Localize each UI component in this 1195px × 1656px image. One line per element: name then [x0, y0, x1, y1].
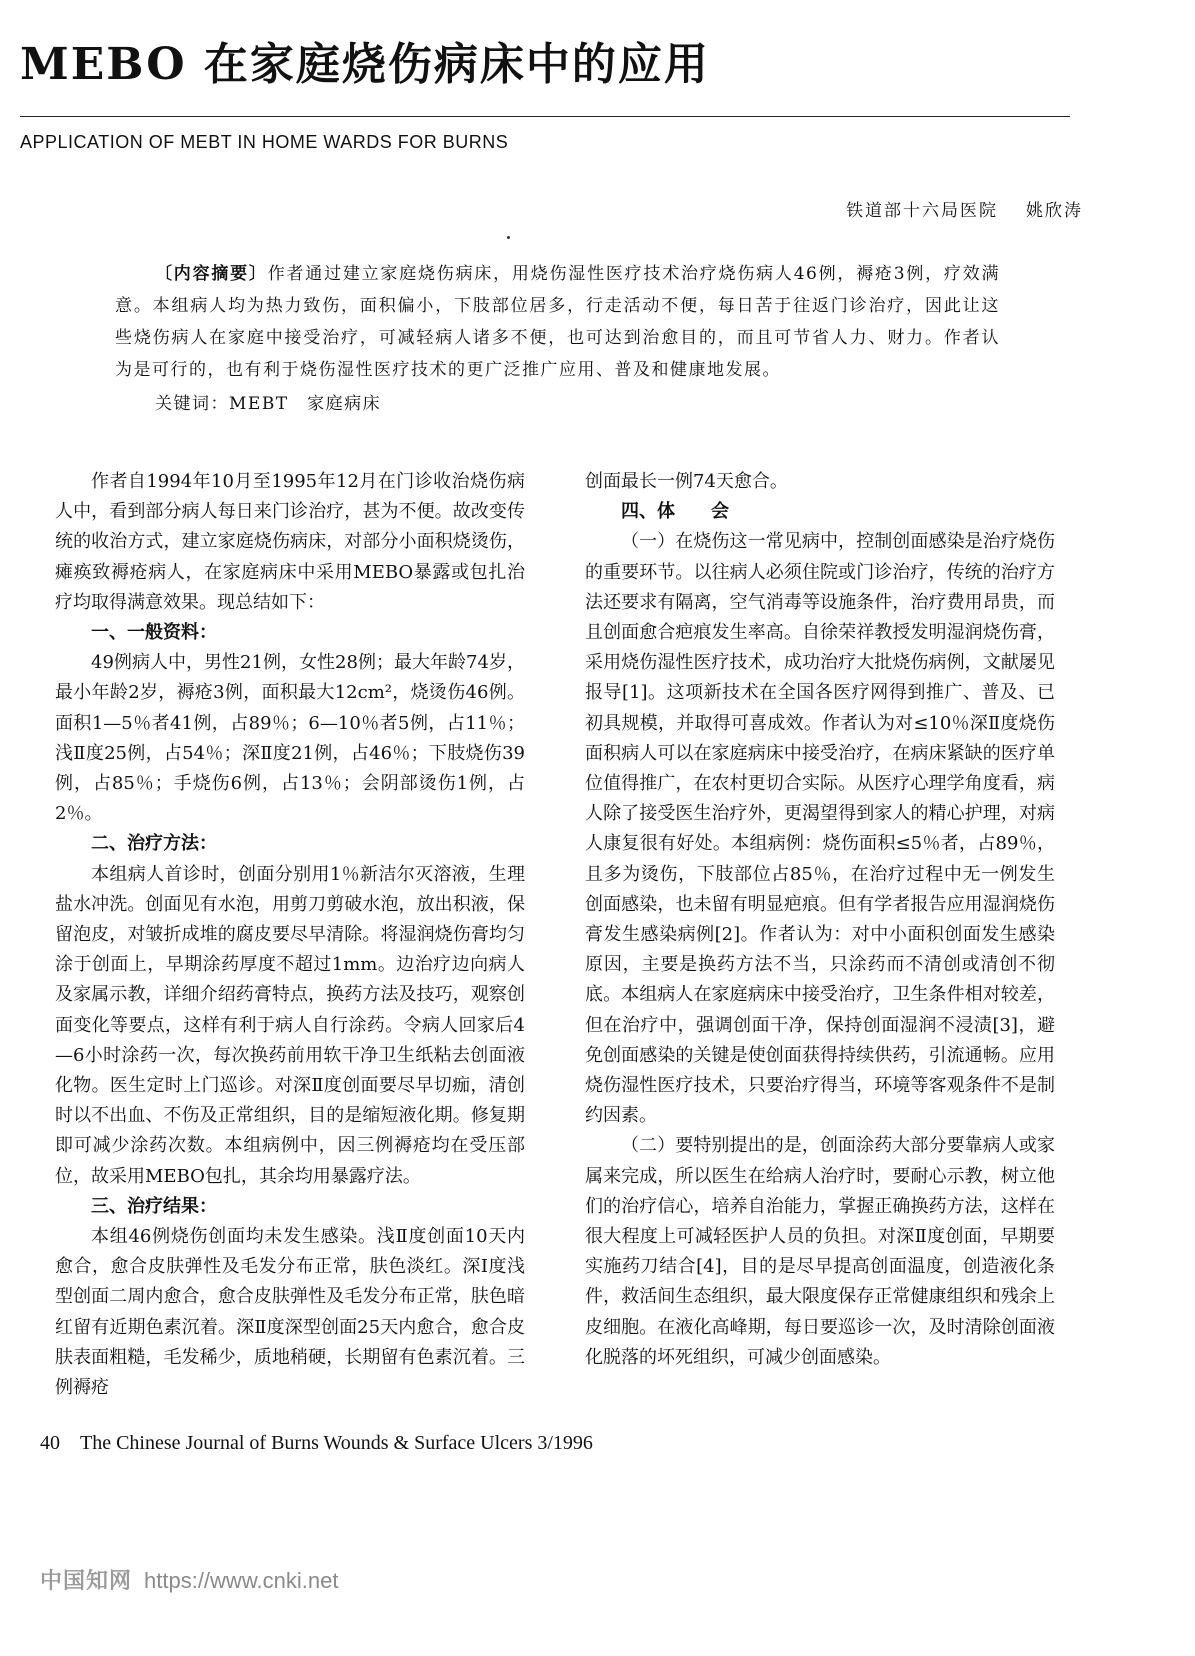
affiliation: 铁道部十六局医院 — [846, 201, 998, 221]
section-text-general: 49例病人中，男性21例，女性28例；最大年龄74岁，最小年龄2岁，褥疮3例，面积最大12cm²，烧烫伤46例。面积1—5％者41例，占89％；6—10％者5例，占11％；浅Ⅱ度25例，占54％；深Ⅱ度21例，占46％；下肢烧伤39例，占85％；手烧伤6例，占13％；会阴部烫伤1例，占2％。 — [55, 652, 525, 825]
english-title: APPLICATION OF MEBT IN HOME WARDS FOR BURNS — [20, 132, 509, 152]
abstract-text: 作者通过建立家庭烧伤病床，用烧伤湿性医疗技术治疗烧伤病人46例，褥疮3例，疗效满意。本组病人均为热力致伤，面积偏小，下肢部位居多，行走活动不便，每日苦于往返门诊治疗，因此让这些烧伤病人在家庭中接受治疗，可减轻病人诸多不便，也可达到治愈目的，而且可节省人力、财力。作者认为是可行的，也有利于烧伤湿性医疗技术的更广泛推广应用、普及和健康地发展。 — [115, 264, 1001, 380]
section-heading-general: 一、一般资料： — [91, 622, 217, 644]
scan-speck — [507, 236, 510, 239]
page-number: 40 — [40, 1432, 60, 1454]
cnki-watermark — [40, 1564, 338, 1595]
page-footer — [40, 1432, 593, 1455]
section-text-result-continued: 创面最长一例74天愈合。 — [585, 471, 788, 492]
section-text-result: 本组46例烧伤创面均未发生感染。浅Ⅱ度创面10天内愈合，愈合皮肤弹性及毛发分布正常，肤色淡红。深Ⅰ度浅型创面二周内愈合，愈合皮肤弹性及毛发分布正常，肤色暗红留有近期色素沉着。深Ⅱ度深型创面25天内愈合，愈合皮肤表面粗糙，毛发稀少，质地稍硬，长期留有色素沉着。三例褥疮 — [55, 1226, 525, 1399]
author-line — [846, 196, 1083, 221]
section-heading-result: 三、治疗结果： — [91, 1195, 217, 1217]
author-name: 姚欣涛 — [1026, 201, 1083, 221]
section-heading-discussion: 四、体 会 — [621, 501, 729, 523]
cnki-url: https://www.cnki.net — [144, 1568, 339, 1593]
discussion-paragraph-2: （二）要特别提出的是，创面涂药大部分要靠病人或家属来完成，所以医生在给病人治疗时，要耐心示教，树立他们的治疗信心，培养自治能力，掌握正确换药方法，这样在很大程度上可减轻医护人员的负担。对深Ⅱ度创面，早期要实施药刀结合[4]，目的是尽早提高创面温度，创造液化条件，救活间生态组织，最大限度保存正常健康组织和残余上皮细胞。在液化高峰期，每日要巡诊一次，及时清除创面液化脱落的坏死组织，可减少创面感染。 — [585, 1135, 1055, 1368]
title-rule — [20, 116, 1070, 117]
journal-name: The Chinese Journal of Burns Wounds & Surface Ulcers 3/1996 — [80, 1432, 593, 1454]
discussion-paragraph-1: （一）在烧伤这一常见病中，控制创面感染是治疗烧伤的重要环节。以往病人必须住院或门诊治疗，传统的治疗方法还要求有隔离，空气消毒等设施条件，治疗费用昂贵，而且创面愈合疤痕发生率高。自徐荣祥教授发明湿润烧伤膏，采用烧伤湿性医疗技术，成功治疗大批烧伤病例，文献屡见报导[1]。这项新技术在全国各医疗网得到推广、普及、已初具规模，并取得可喜成效。作者认为对≤10％深Ⅱ度烧伤面积病人可以在家庭病床中接受治疗，在病床紧缺的医疗单位值得推广，在农村更切合实际。从医疗心理学角度看，病人除了接受医生治疗外，更渴望得到家人的精心护理，对病人康复很有好处。本组病例：烧伤面积≤5％者，占89％，且多为烫伤，下肢部位占85％，在治疗过程中无一例发生创面感染，也未留有明显疤痕。但有学者报告应用湿润烧伤膏发生感染病例[2]。作者认为：对中小面积创面发生感染原因，主要是换药方法不当，只涂药而不清创或清创不彻底。本组病人在家庭病床中接受治疗，卫生条件相对较差，但在治疗中，强调创面干净，保持创面湿润不浸渍[3]，避免创面感染的关键是使创面获得持续供药，引流通畅。应用烧伤湿性医疗技术，只要治疗得当，环境等客观条件不是制约因素。 — [585, 531, 1055, 1127]
article-title: MEBO 在家庭烧伤病床中的应用 — [20, 39, 710, 90]
intro-paragraph: 作者自1994年10月至1995年12月在门诊收治烧伤病人中，看到部分病人每日来门诊治疗，甚为不便。故改变传统的收治方式，建立家庭烧伤病床，对部分小面积烧烫伤，瘫痪致褥疮病人，在家庭病床中采用MEBO暴露或包扎治疗均取得满意效果。现总结如下： — [55, 471, 525, 613]
section-text-method: 本组病人首诊时，创面分别用1％新洁尔灭溶液，生理盐水冲洗。创面见有水泡，用剪刀剪破水泡，放出积液，保留泡皮，对皱折成堆的腐皮要尽早清除。将湿润烧伤膏均匀涂于创面上，早期涂药厚度不超过1mm。边治疗边向病人及家属示教，详细介绍药膏特点，换药方法及技巧，观察创面变化等要点，这样有利于病人自行涂药。令病人回家后4—6小时涂药一次，每次换药前用软干净卫生纸粘去创面液化物。医生定时上门巡诊。对深Ⅱ度创面要尽早切痂，清创时以不出血、不伤及正常组织，目的是缩短液化期。修复期即可减少涂药次数。本组病例中，因三例褥疮均在受压部位，故采用MEBO包扎，其余均用暴露疗法。 — [55, 863, 525, 1187]
right-column — [585, 467, 1055, 1373]
cnki-logo: 中国知网 — [40, 1568, 133, 1593]
abstract-label: 〔内容摘要〕 — [155, 264, 268, 284]
left-column — [55, 467, 525, 1403]
keywords: 关键词：MEBT 家庭病床 — [155, 394, 382, 414]
section-heading-method: 二、治疗方法： — [91, 833, 217, 855]
abstract — [115, 258, 1000, 420]
